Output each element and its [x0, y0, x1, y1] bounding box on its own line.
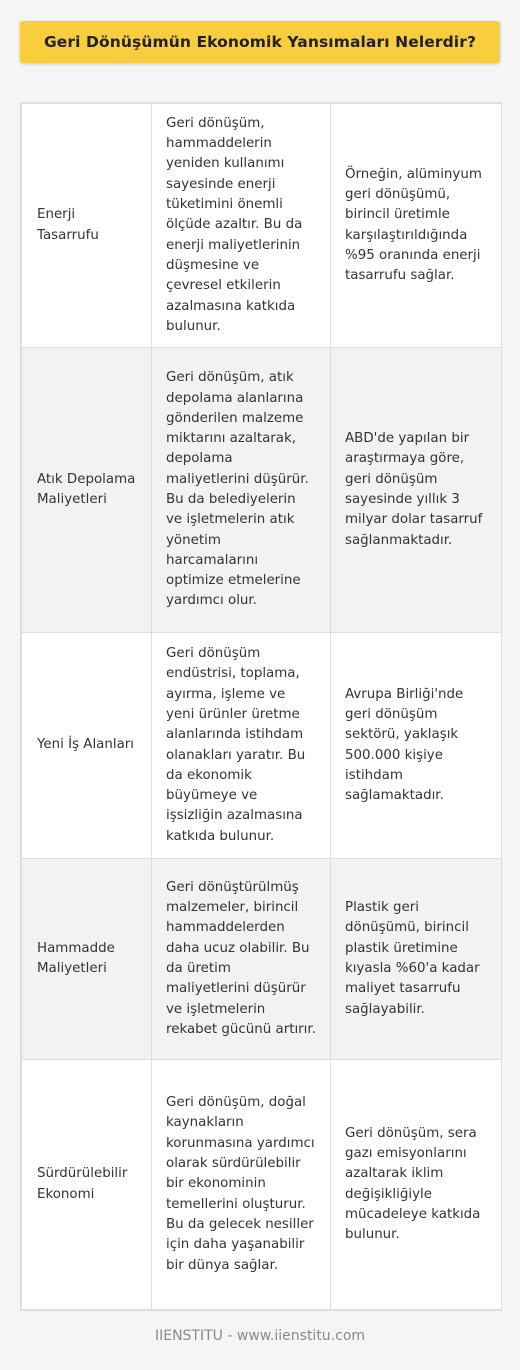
row-label: Yeni İş Alanları [22, 633, 152, 859]
row-example: ABD'de yapılan bir araştırmaya göre, geri dönüşüm sayesinde yıllık 3 milyar dolar tasarruf sağlanmaktadır. [331, 348, 502, 633]
table-row [22, 348, 502, 633]
row-label: Hammadde Maliyetleri [22, 859, 152, 1060]
row-description: Geri dönüştürülmüş malzemeler, birincil hammaddelerden daha ucuz olabilir. Bu da üretim maliyetlerini düşürür ve işletmelerin rekabet gücünü artırır. [152, 859, 331, 1060]
row-example: Örneğin, alüminyum geri dönüşümü, birincil üretimle karşılaştırıldığında %95 oranında enerji tasarrufu sağlar. [331, 104, 502, 348]
table-row [22, 633, 502, 859]
info-table [20, 102, 502, 1311]
row-label: Enerji Tasarrufu [22, 104, 152, 348]
table-row [22, 104, 502, 348]
row-description: Geri dönüşüm, doğal kaynakların korunmasına yardımcı olarak sürdürülebilir bir ekonominin temellerini oluşturur. Bu da gelecek nesiller için daha yaşanabilir bir dünya sağlar. [152, 1060, 331, 1310]
row-label: Atık Depolama Maliyetleri [22, 348, 152, 633]
row-description: Geri dönüşüm, atık depolama alanlarına gönderilen malzeme miktarını azaltarak, depolama maliyetlerini düşürür. Bu da belediyelerin ve işletmelerin atık yönetim harcamalarını optimize etmelerine yardımcı olur. [152, 348, 331, 633]
table-row [22, 1060, 502, 1310]
footer-credit: IIENSTITU - www.iienstitu.com [154, 1328, 366, 1344]
table-row [22, 859, 502, 1060]
page-title: Geri Dönüşümün Ekonomik Yansımaları Nelerdir? [43, 33, 477, 51]
row-example: Plastik geri dönüşümü, birincil plastik üretimine kıyasla %60'a kadar maliyet tasarrufu sağlayabilir. [331, 859, 502, 1060]
info-table-grid [21, 103, 502, 1310]
row-label: Sürdürülebilir Ekonomi [22, 1060, 152, 1310]
title-banner [20, 21, 500, 63]
row-example: Avrupa Birliği'nde geri dönüşüm sektörü, yaklaşık 500.000 kişiye istihdam sağlamaktadır. [331, 633, 502, 859]
row-description: Geri dönüşüm, hammaddelerin yeniden kullanımı sayesinde enerji tüketimini önemli ölçüde azaltır. Bu da enerji maliyetlerinin düşmesine ve çevresel etkilerin azalmasına katkıda bulunur. [152, 104, 331, 348]
row-description: Geri dönüşüm endüstrisi, toplama, ayırma, işleme ve yeni ürünler üretme alanlarında istihdam olanakları yaratır. Bu da ekonomik büyümeye ve işsizliğin azalmasına katkıda bulunur. [152, 633, 331, 859]
row-example: Geri dönüşüm, sera gazı emisyonlarını azaltarak iklim değişikliğiyle mücadeleye katkıda bulunur. [331, 1060, 502, 1310]
